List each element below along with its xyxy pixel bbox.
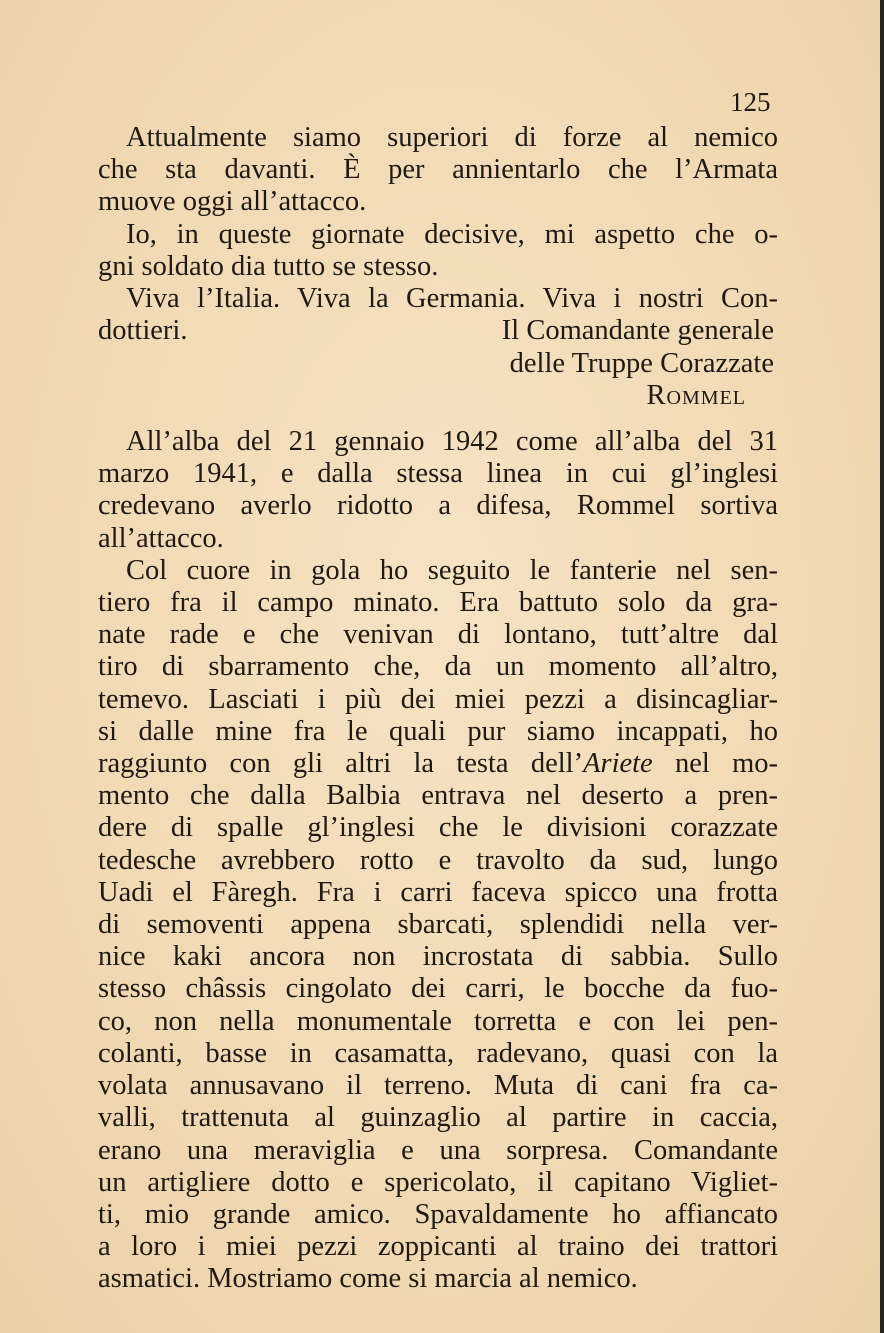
body-text	[98, 122, 778, 1296]
text-line: che sta davanti. È per annientarlo che l’Armata	[98, 154, 778, 186]
text-line: All’alba del 21 gennaio 1942 come all’alba del 31	[126, 426, 778, 458]
paragraph-gap	[98, 412, 778, 426]
text-line: dottieri.	[98, 315, 188, 347]
text-line: gni soldato dia tutto se stesso.	[98, 250, 439, 282]
text-line: volata annusavano il terreno. Muta di cani fra ca-	[98, 1070, 778, 1102]
text-line: temevo. Lasciati i più dei miei pezzi a disincagliar-	[98, 683, 778, 715]
text-line: ti, mio grande amico. Spavaldamente ho affiancato	[98, 1198, 778, 1230]
text-line: erano una meraviglia e una sorpresa. Comandante	[98, 1134, 778, 1166]
text-line: valli, trattenuta al guinzaglio al partire in caccia,	[98, 1102, 778, 1134]
text-line: marzo 1941, e dalla stessa linea in cui gl’inglesi	[98, 458, 778, 490]
text-line: asmatici. Mostriamo come si marcia al nemico.	[98, 1263, 638, 1295]
signature-unit: delle Truppe Corazzate	[509, 347, 774, 379]
text-line: un artigliere dotto e spericolato, il capitano Vigliet-	[98, 1166, 778, 1198]
text-line: muove oggi all’attacco.	[98, 186, 367, 218]
text-line: nice kaki ancora non incrostata di sabbia. Sullo	[98, 941, 778, 973]
text-line: tedesche avrebbero rotto e travolto da sud, lungo	[98, 844, 778, 876]
signature-name: Rommel	[646, 379, 746, 411]
text-line: tiro di sbarramento che, da un momento all’altro,	[98, 651, 778, 683]
signature-title: Il Comandante generale	[501, 315, 774, 347]
italic-division-name: Ariete	[583, 748, 653, 780]
text-line: Uadi el Fàregh. Fra i carri faceva spicco una frotta	[98, 876, 778, 908]
page-number: 125	[730, 87, 771, 117]
page-edge-shadow	[880, 0, 884, 1333]
paragraph-order-text	[98, 122, 778, 219]
text-line: Col cuore in gola ho seguito le fanterie nel sen-	[126, 554, 778, 586]
text-line: Attualmente siamo superiori di forze al nemico	[126, 122, 778, 153]
text-line: Viva l’Italia. Viva la Germania. Viva i nostri Con-	[126, 283, 778, 315]
text-line: si dalle mine fra le quali pur siamo incappati, ho	[98, 715, 778, 747]
text-line: dere di spalle gl’inglesi che le divisioni corazzate	[98, 812, 778, 844]
text-line-with-italic	[98, 748, 778, 780]
text-line: di semoventi appena sbarcati, splendidi nella ver-	[98, 909, 778, 941]
text-line: co, non nella monumentale torretta e con lei pen-	[98, 1005, 778, 1037]
text-line: all’attacco.	[98, 522, 224, 554]
text-line: credevano averlo ridotto a difesa, Rommel sortiva	[98, 490, 778, 522]
text-line: tiero fra il campo minato. Era battuto solo da gra-	[98, 587, 778, 619]
text-line: colanti, basse in casamatta, radevano, quasi con la	[98, 1037, 778, 1069]
text-line: a loro i miei pezzi zoppicanti al traino dei trattori	[98, 1231, 778, 1263]
text-line: stesso châssis cingolato dei carri, le bocche da fuo-	[98, 973, 778, 1005]
text-line: nate rade e che venivan di lontano, tutt’altre dal	[98, 619, 778, 651]
text-fragment: nel mo-	[652, 748, 778, 780]
text-line: mento che dalla Balbia entrava nel deserto a pren-	[98, 780, 778, 812]
paragraph-dawn	[98, 426, 778, 555]
text-fragment: raggiunto con gli altri la testa dell’	[98, 748, 584, 780]
paragraph-expectation	[98, 219, 778, 283]
text-line: Io, in queste giornate decisive, mi aspetto che o-	[126, 218, 778, 250]
paragraph-advance	[98, 555, 778, 1296]
signature-block	[98, 315, 778, 412]
